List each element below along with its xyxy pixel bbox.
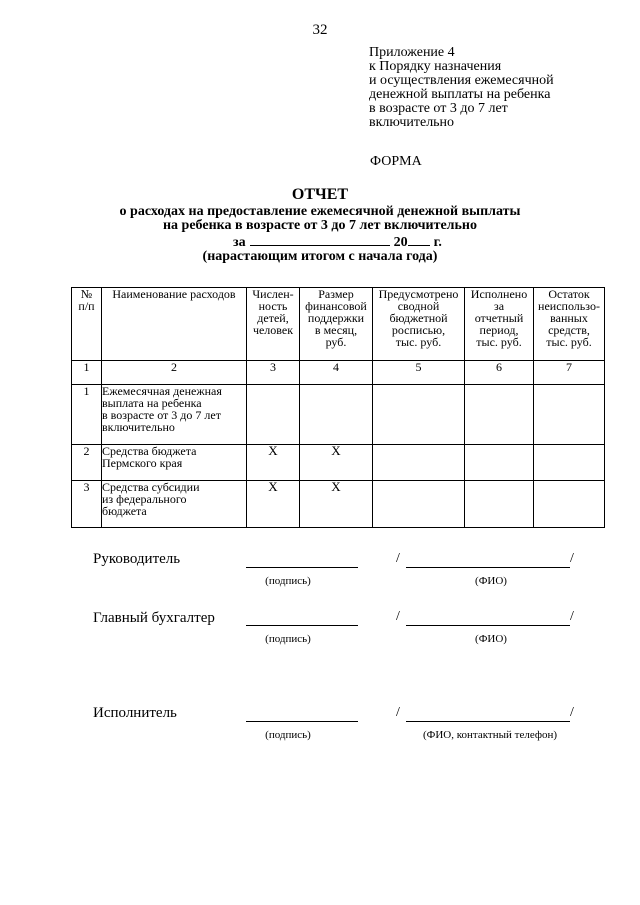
header-cell: Наименование расходов <box>102 288 247 361</box>
expense-name: Средства бюджета Пермского края <box>102 445 247 481</box>
header-cell: Предусмотрено сводной бюджетной росписью, тыс. руб. <box>373 288 465 361</box>
form-label: ФОРМА <box>370 154 422 169</box>
slash-right: / <box>570 705 574 720</box>
page-number: 32 <box>312 22 328 38</box>
column-number-row <box>72 361 605 385</box>
table-header-row <box>72 288 605 361</box>
signature-caption: (подпись) <box>265 729 311 741</box>
column-number: 5 <box>373 361 465 385</box>
slash-left: / <box>396 551 400 566</box>
header-cell: № п/п <box>72 288 102 361</box>
name-caption: (ФИО) <box>475 633 507 645</box>
period-prefix: за <box>233 235 246 250</box>
period-year-prefix: 20 <box>393 235 408 250</box>
remainder-cell[interactable] <box>534 481 605 528</box>
remainder-cell[interactable] <box>534 385 605 445</box>
slash-left: / <box>396 705 400 720</box>
accountant-name-line[interactable] <box>406 625 570 626</box>
report-title: ОТЧЕТ <box>291 186 349 203</box>
head-name-line[interactable] <box>406 567 570 568</box>
accountant-signature-line[interactable] <box>246 625 358 626</box>
head-signature-line[interactable] <box>246 567 358 568</box>
executed-cell[interactable] <box>465 445 534 481</box>
executed-cell[interactable] <box>465 481 534 528</box>
period-year-blank[interactable] <box>408 233 430 246</box>
report-subtitle: о расходах на предоставление ежемесячной денежной выплаты на ребенка в возрасте от 3 до 7 лет включительно <box>119 204 521 233</box>
executor-name-line[interactable] <box>406 721 570 722</box>
name-caption: (ФИО) <box>475 575 507 587</box>
row-number: 1 <box>72 385 102 445</box>
executor-label: Исполнитель <box>93 705 177 721</box>
column-number: 1 <box>72 361 102 385</box>
appendix-note: Приложение 4 к Порядку назначения и осуществления ежемесячной денежной выплаты на ребенка в возрасте от 3 до 7 лет включительно <box>369 45 554 130</box>
planned-cell[interactable] <box>373 481 465 528</box>
signature-caption: (подпись) <box>265 633 311 645</box>
support-amount-cell[interactable]: X <box>300 481 373 528</box>
table-row <box>72 481 605 528</box>
expense-name: Средства субсидии из федерального бюджета <box>102 481 247 528</box>
remainder-cell[interactable] <box>534 445 605 481</box>
chief-accountant-label: Главный бухгалтер <box>93 610 215 626</box>
header-cell: Числен- ность детей, человек <box>247 288 300 361</box>
signature-caption: (подпись) <box>265 575 311 587</box>
column-number: 3 <box>247 361 300 385</box>
children-count-cell[interactable]: X <box>247 445 300 481</box>
executor-signature-line[interactable] <box>246 721 358 722</box>
expense-table <box>71 287 605 528</box>
table-row <box>72 445 605 481</box>
column-number: 4 <box>300 361 373 385</box>
row-number: 2 <box>72 445 102 481</box>
header-cell: Исполнено за отчетный период, тыс. руб. <box>465 288 534 361</box>
head-label: Руководитель <box>93 551 181 567</box>
table-row <box>72 385 605 445</box>
slash-right: / <box>570 609 574 624</box>
cumulative-note: (нарастающим итогом с начала года) <box>202 249 438 264</box>
row-number: 3 <box>72 481 102 528</box>
planned-cell[interactable] <box>373 445 465 481</box>
column-number: 2 <box>102 361 247 385</box>
name-caption: (ФИО, контактный телефон) <box>422 729 558 741</box>
executed-cell[interactable] <box>465 385 534 445</box>
support-amount-cell[interactable]: X <box>300 445 373 481</box>
children-count-cell[interactable] <box>247 385 300 445</box>
period-blank[interactable] <box>250 233 390 246</box>
support-amount-cell[interactable] <box>300 385 373 445</box>
slash-right: / <box>570 551 574 566</box>
expense-name: Ежемесячная денежная выплата на ребенка в возрасте от 3 до 7 лет включительно <box>102 385 247 445</box>
planned-cell[interactable] <box>373 385 465 445</box>
header-cell: Размер финансовой поддержки в месяц, руб. <box>300 288 373 361</box>
column-number: 6 <box>465 361 534 385</box>
slash-left: / <box>396 609 400 624</box>
children-count-cell[interactable]: X <box>247 481 300 528</box>
header-cell: Остаток неиспользо- ванных средств, тыс. руб. <box>534 288 605 361</box>
period-year-suffix: г. <box>433 235 442 250</box>
column-number: 7 <box>534 361 605 385</box>
